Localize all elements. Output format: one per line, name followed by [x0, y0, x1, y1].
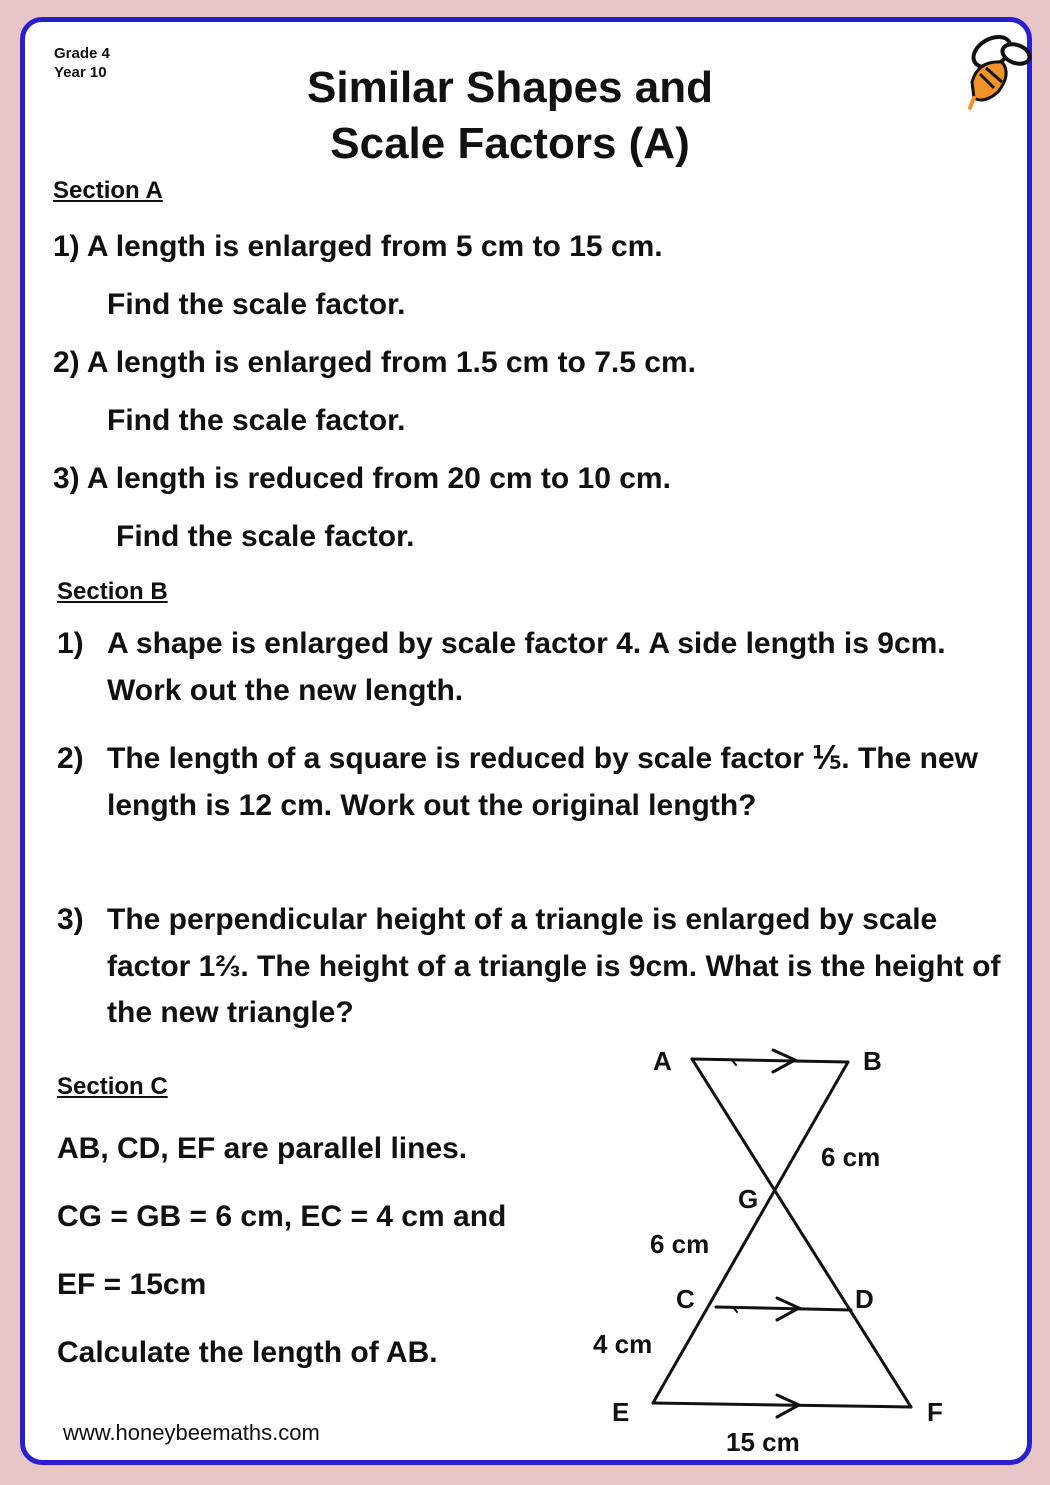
point-f-label: F — [927, 1397, 943, 1427]
section-a-question-2: 2) A length is enlarged from 1.5 cm to 7.5 cm. — [53, 346, 696, 379]
section-c-line-3: EF = 15cm — [57, 1268, 207, 1301]
line-ab — [692, 1059, 848, 1062]
section-b-question-3: The perpendicular height of a triangle is enlarged by scale factor 1⅔. The height of a triangle is 9cm. What is the height of the new triangle? — [107, 903, 1001, 1029]
section-a-question-1-prompt: Find the scale factor. — [107, 288, 406, 321]
section-a-question-3-prompt: Find the scale factor. — [116, 520, 415, 553]
section-a-heading: Section A — [53, 177, 163, 204]
section-b-question-1: A shape is enlarged by scale factor 4. A side length is 9cm. Work out the new length. — [107, 627, 946, 707]
point-a-label: A — [653, 1046, 672, 1076]
worksheet-card — [20, 17, 1032, 1465]
point-b-label: B — [863, 1046, 882, 1076]
section-b-question-2-number: 2) — [57, 742, 84, 775]
section-a-question-2-prompt: Find the scale factor. — [107, 404, 406, 437]
website-footer: www.honeybeemaths.com — [63, 1420, 320, 1445]
point-c-label: C — [676, 1284, 695, 1314]
section-c-line-4: Calculate the length of AB. — [57, 1336, 438, 1369]
section-b-heading: Section B — [57, 578, 168, 605]
similar-triangles-diagram — [25, 22, 1027, 1460]
section-b-question-1-number: 1) — [57, 627, 84, 660]
point-d-label: D — [855, 1284, 874, 1314]
section-a-question-3: 3) A length is reduced from 20 cm to 10 cm. — [53, 462, 671, 495]
line-ef — [653, 1403, 911, 1407]
section-c-heading: Section C — [57, 1073, 168, 1100]
section-b-question-3-number: 3) — [57, 903, 84, 936]
section-c-line-1: AB, CD, EF are parallel lines. — [57, 1132, 468, 1165]
section-a-question-1: 1) A length is enlarged from 5 cm to 15 cm. — [53, 230, 663, 263]
page-title: Similar Shapes and Scale Factors (A) — [307, 63, 713, 168]
point-e-label: E — [612, 1397, 630, 1427]
point-g-label: G — [738, 1184, 759, 1214]
ec-length-label: 4 cm — [593, 1329, 653, 1359]
gb-length-label: 6 cm — [821, 1142, 881, 1172]
ef-length-label: 15 cm — [726, 1427, 800, 1457]
section-c-line-2: CG = GB = 6 cm, EC = 4 cm and — [57, 1200, 507, 1233]
cg-length-label: 6 cm — [650, 1229, 710, 1259]
section-b-question-2: The length of a square is reduced by scale factor ⅕. The new length is 12 cm. Work out the original length? — [107, 742, 978, 822]
line-af — [692, 1059, 911, 1407]
grade-label: Grade 4 Year 10 — [54, 45, 110, 81]
